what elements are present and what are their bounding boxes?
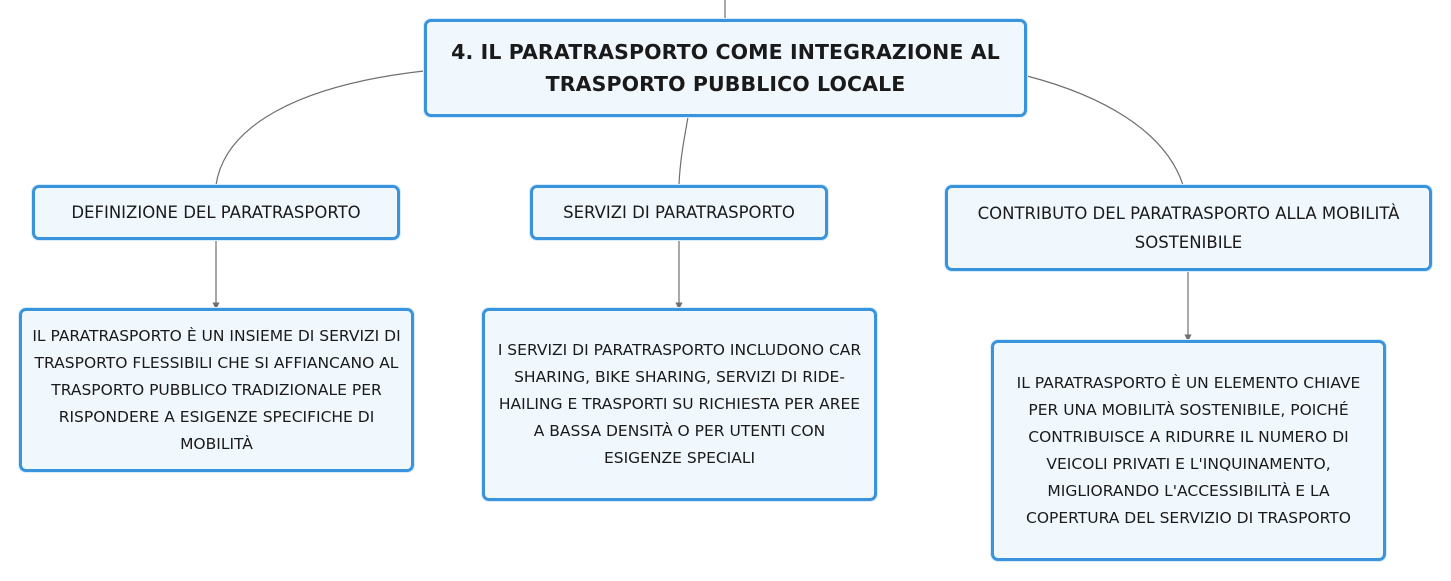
- topic-contributo[interactable]: [945, 185, 1432, 271]
- connector-root-to-contributo: [1027, 76, 1183, 185]
- topic-label: DEFINIZIONE DEL PARATRASPORTO: [71, 203, 361, 222]
- central-topic-title: 4. IL PARATRASPORTO COME INTEGRAZIONE AL TRASPORTO PUBBLICO LOCALE: [451, 40, 1000, 96]
- subtopic-contributo-detail[interactable]: [991, 340, 1386, 561]
- subtopic-text: IL PARATRASPORTO È UN INSIEME DI SERVIZI DI TRASPORTO FLESSIBILI CHE SI AFFIANCANO AL TRASPORTO PUBBLICO TRADIZIONALE PER RISPONDERE A ESIGENZE SPECIFICHE DI MOBILITÀ: [32, 326, 401, 453]
- connector-root-to-definizione: [216, 71, 424, 185]
- subtopic-text: I SERVIZI DI PARATRASPORTO INCLUDONO CAR SHARING, BIKE SHARING, SERVIZI DI RIDE-HAILING E TRASPORTI SU RICHIESTA PER AREE A BASSA DENSITÀ O PER UTENTI CON ESIGENZE SPECIALI: [497, 341, 862, 467]
- central-topic[interactable]: [424, 19, 1027, 117]
- topic-label: SERVIZI DI PARATRASPORTO: [563, 203, 795, 222]
- subtopic-servizi-detail[interactable]: [482, 308, 877, 501]
- topic-label: CONTRIBUTO DEL PARATRASPORTO ALLA MOBILITÀ SOSTENIBILE: [977, 204, 1400, 252]
- subtopic-definizione-detail[interactable]: [19, 308, 414, 472]
- connector-root-to-servizi: [679, 117, 688, 185]
- topic-definizione[interactable]: [32, 185, 400, 240]
- topic-servizi[interactable]: [530, 185, 828, 240]
- subtopic-text: IL PARATRASPORTO È UN ELEMENTO CHIAVE PER UNA MOBILITÀ SOSTENIBILE, POICHÉ CONTRIBUISCE A RIDURRE IL NUMERO DI VEICOLI PRIVATI E L'INQUINAMENTO, MIGLIORANDO L'ACCESSIBILITÀ E LA COPERTURA DEL SERVIZIO DI TRASPORTO: [1016, 373, 1361, 527]
